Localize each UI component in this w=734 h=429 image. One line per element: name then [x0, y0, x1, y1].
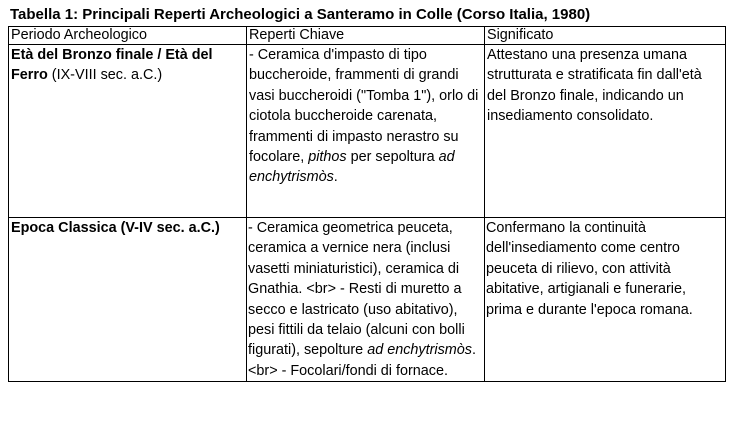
- header-finds: Reperti Chiave: [247, 27, 485, 45]
- table-header-row: [9, 27, 726, 45]
- archaeology-table: [8, 26, 726, 382]
- finds-text: - Ceramica geometrica peuceta, ceramica a vernice nera (inclusi vasetti miniaturistici), ceramica di Gnathia. <br> - Resti di muretto a secco e lastricato (uso abitativo), pesi fittili da telaio (alcuni con bolli figurati), sepolture: [248, 220, 465, 359]
- finds-italic: pithos: [308, 149, 347, 166]
- finds-text: - Ceramica d'impasto di tipo buccheroide, frammenti di grandi vasi buccheroidi ("Tomba 1"), orlo di ciotola buccheroide carenata, frammenti di impasto nerastro su focolare,: [249, 47, 479, 166]
- period-name: Epoca Classica (V-IV sec. a.C.): [11, 220, 220, 236]
- table-caption: Tabella 1: Principali Reperti Archeologici a Santeramo in Colle (Corso Italia, 1980): [10, 6, 591, 23]
- finds-italic: ad enchytrismòs: [367, 342, 472, 359]
- period-name: Età del Bronzo finale / Età del Ferro: [11, 47, 213, 84]
- finds-text: . <br> - Focolari/fondi di fornace.: [248, 342, 476, 379]
- significance-cell: Confermano la continuità dell'insediamento come centro peuceta di rilievo, con attività abitative, artigianali e funerarie, prima e durante l'epoca romana.: [485, 218, 726, 382]
- table-row: [9, 218, 726, 382]
- finds-cell: [247, 45, 485, 218]
- period-cell: [9, 45, 247, 218]
- significance-cell: Attestano una presenza umana strutturata e stratificata fin dall'età del Bronzo finale, indicando un insediamento consolidato.: [485, 45, 726, 218]
- table-row: [9, 45, 726, 218]
- period-cell: [9, 218, 247, 382]
- period-dates: (IX-VIII sec. a.C.): [47, 67, 163, 84]
- header-significance: Significato: [485, 27, 726, 45]
- finds-text: per sepoltura: [346, 149, 439, 166]
- header-period: Periodo Archeologico: [9, 27, 247, 45]
- finds-cell: [247, 218, 485, 382]
- finds-italic: ad enchytrismòs: [249, 149, 455, 186]
- finds-text: .: [333, 169, 338, 186]
